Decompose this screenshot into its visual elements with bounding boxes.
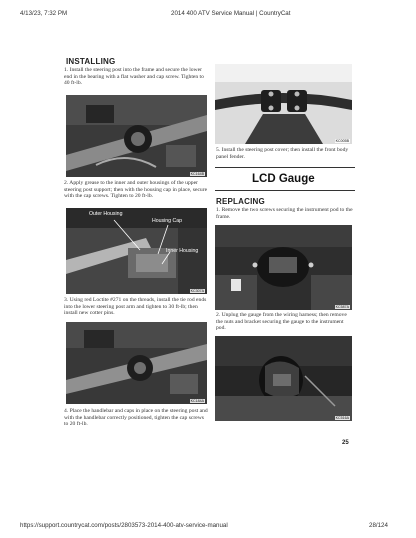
figure-steering-post-lower — [66, 95, 207, 177]
page-number: 25 — [342, 440, 349, 446]
figure-gauge-harness — [215, 336, 352, 421]
figure-code: KC164B — [190, 172, 204, 176]
print-datetime: 4/13/23, 7:32 PM — [20, 10, 68, 17]
print-page-count: 28/124 — [369, 522, 388, 529]
lcd-gauge-title: LCD Gauge — [252, 173, 315, 185]
callout-outer-housing: Outer Housing — [89, 211, 123, 217]
figure-code: KC587A — [335, 305, 349, 309]
installing-step-5: 5. Install the steering post cover; then install the front body panel fender. — [216, 147, 349, 160]
replacing-step-1: 1. Remove the two screws securing the instrument pod to the frame. — [216, 207, 353, 220]
installing-heading: INSTALLING — [66, 57, 116, 66]
divider-top — [215, 167, 355, 168]
figure-code: KC307A — [190, 289, 204, 293]
figure-code: KC184A — [190, 399, 204, 403]
figure-housing-callouts — [66, 208, 207, 294]
installing-step-2: 2. Apply grease to the inner and outer housings of the upper steering post support; then with the housing cap in place, secure with the cap screws. Tighten to 20 ft-lb. — [64, 180, 208, 200]
installing-step-1: 1. Install the steering post into the frame and secure the lower end in the bearing with a flat washer and cap screw. Tighten to 40 ft-lb. — [64, 67, 204, 87]
divider-bottom — [215, 190, 355, 191]
print-url: https://support.countrycat.com/posts/2803573-2014-400-atv-service-manual — [20, 522, 228, 529]
figure-code: KC005B — [335, 139, 349, 143]
figure-code: KC516A — [335, 416, 349, 420]
callout-housing-cap: Housing Cap — [152, 218, 182, 224]
figure-tie-rod-ends — [66, 322, 207, 404]
installing-step-4: 4. Place the handlebar and caps in place on the steering post and with the handlebar correctly positioned, tighten the cap screws to 20 ft-lb. — [64, 408, 208, 428]
callout-inner-housing: Inner Housing — [166, 248, 199, 254]
replacing-step-2: 2. Unplug the gauge from the wiring harness; then remove the nuts and bracket securing the gauge to the instrument pod. — [216, 312, 347, 332]
figure-handlebar-caps — [215, 64, 352, 144]
figure-instrument-pod — [215, 225, 352, 310]
replacing-heading: REPLACING — [216, 197, 265, 206]
print-page-title: 2014 400 ATV Service Manual | CountryCat — [171, 10, 291, 17]
installing-step-3: 3. Using red Loctite #271 on the threads, install the tie rod ends into the lower steering post arm and tighten to 30 ft-lb; then install new cotter pins. — [64, 297, 207, 317]
